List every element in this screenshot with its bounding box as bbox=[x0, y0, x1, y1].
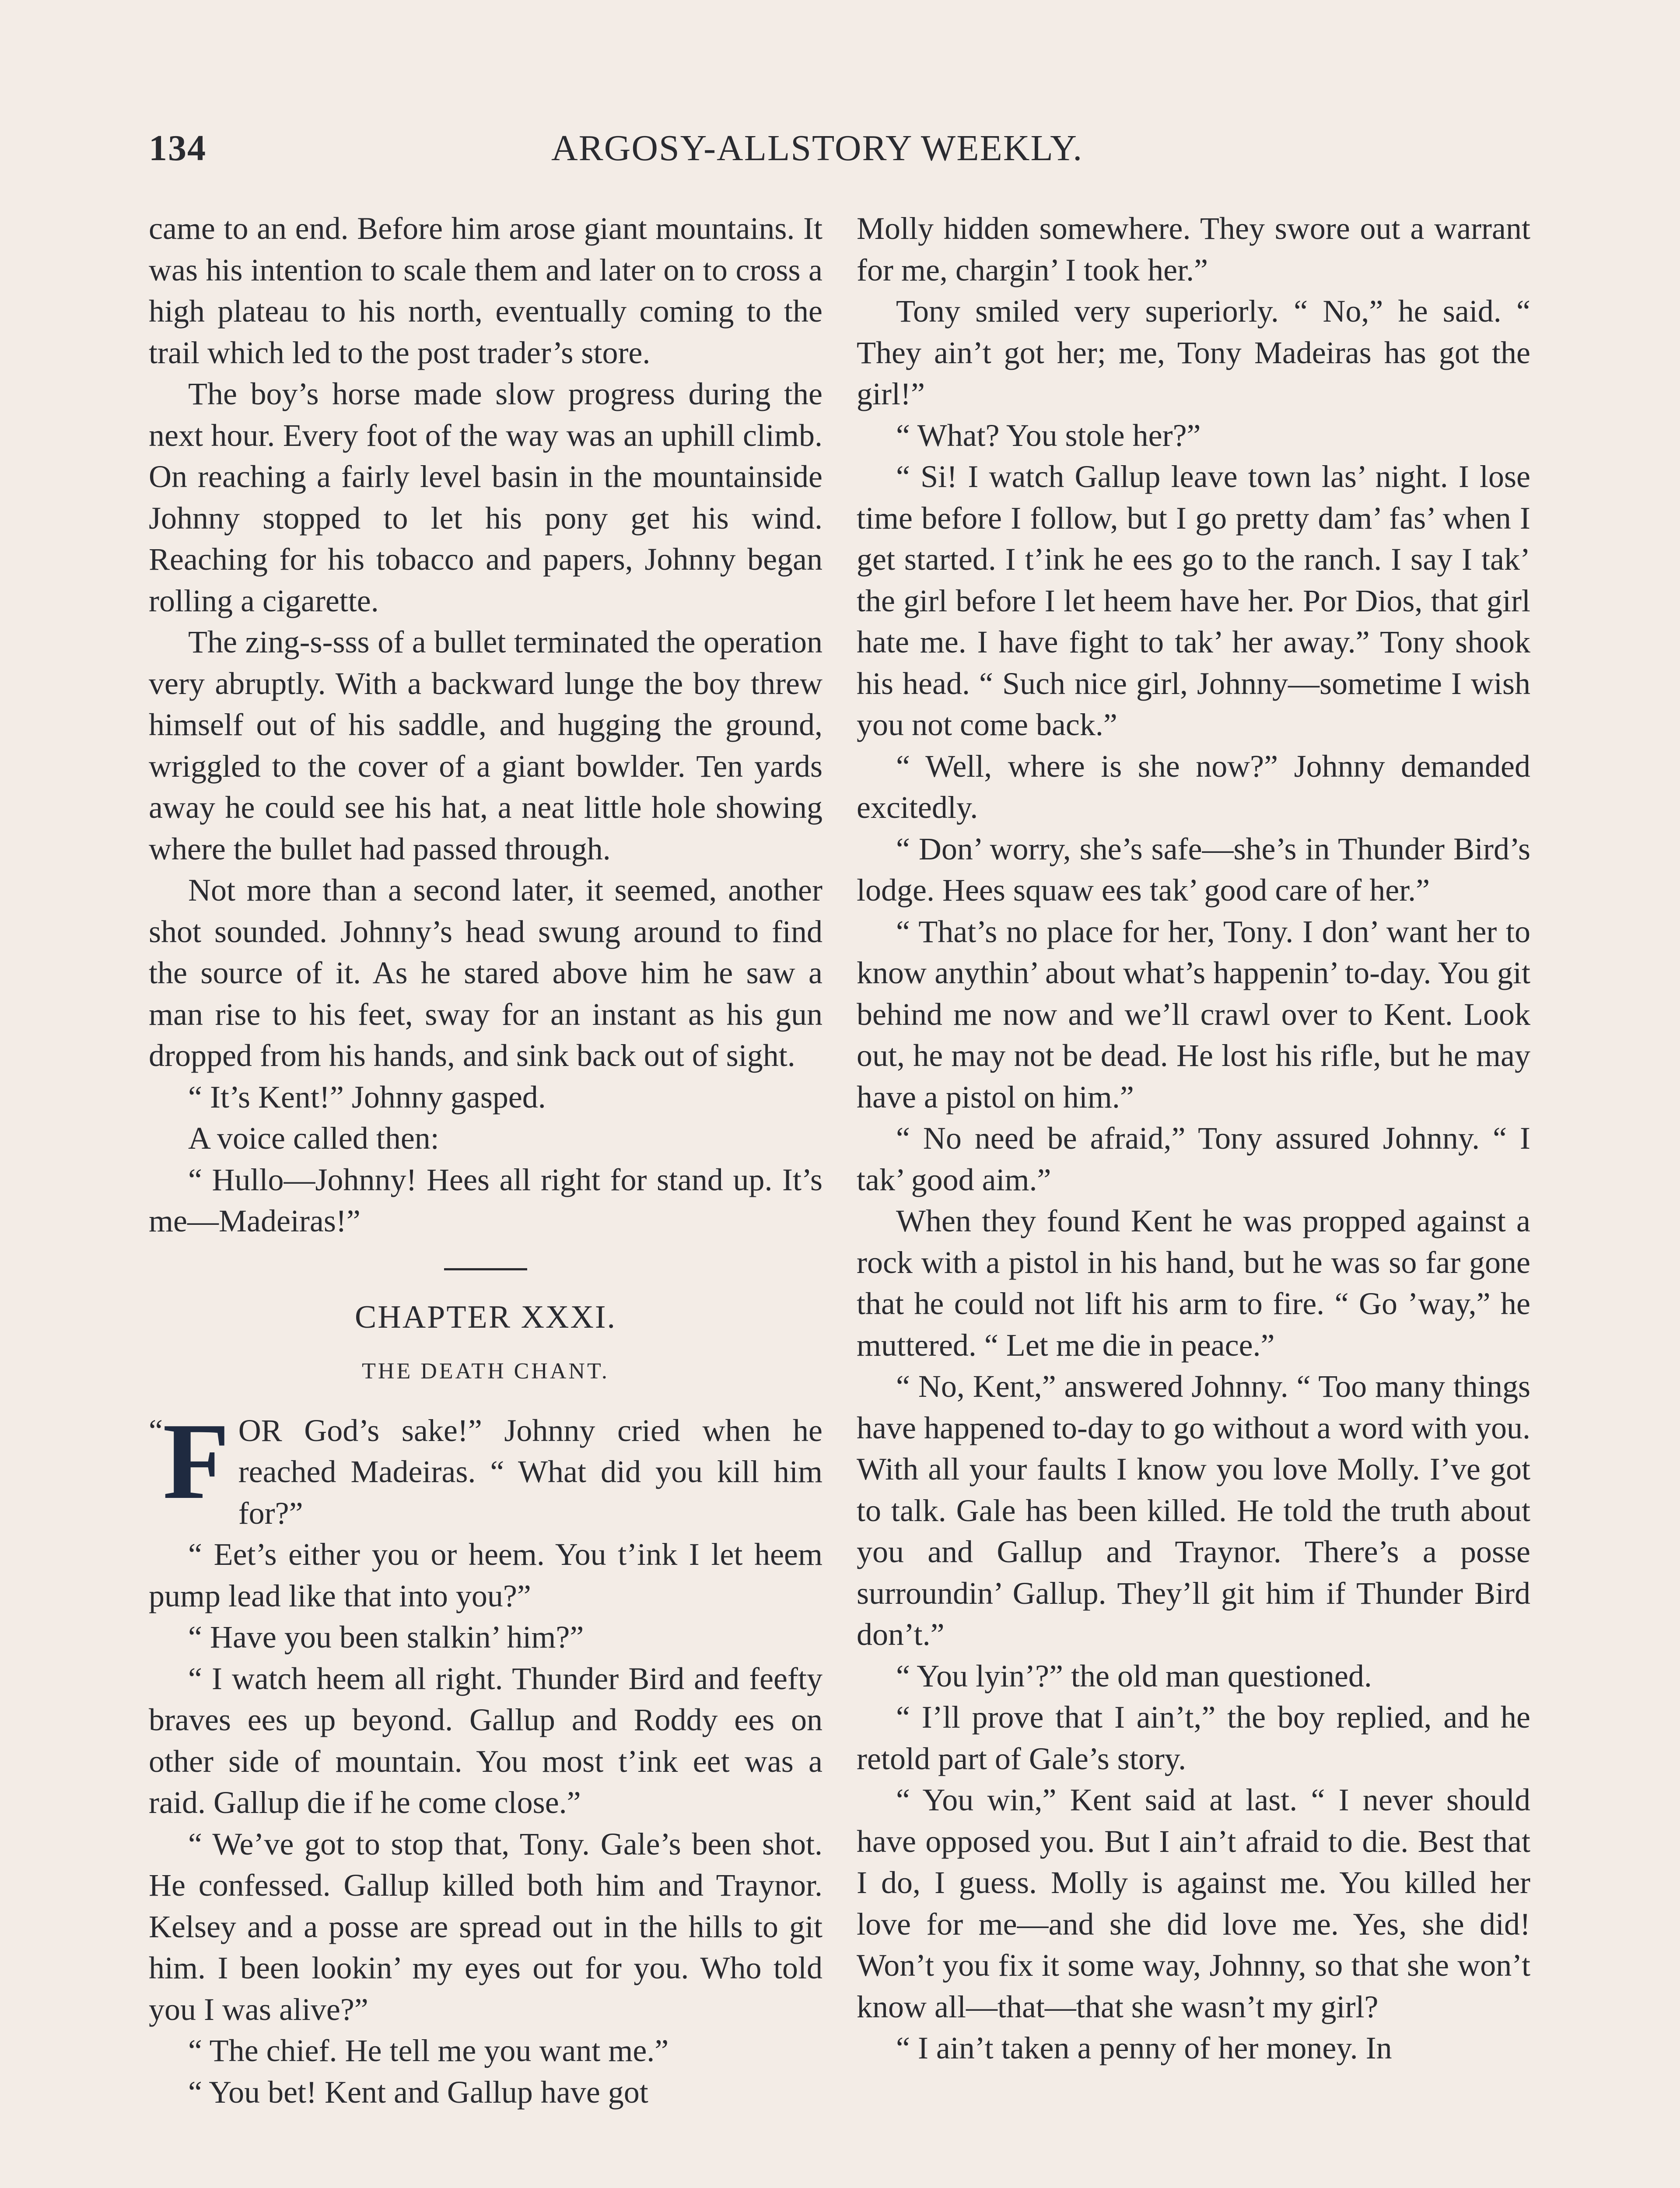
paragraph: “ That’s no place for her, Tony. I don’ want her to know anythin’ about what’s happenin’ to-day. You git behind me now and we’ll crawl over to Kent. Look out, he may not be dead. He lost his rifle, but he may have a pistol on him.” bbox=[857, 914, 1530, 1115]
paragraph: “ The chief. He tell me you want me.” bbox=[188, 2033, 669, 2068]
paragraph: “ No need be afraid,” Tony assured Johnny. “ I tak’ good aim.” bbox=[857, 1121, 1530, 1197]
paragraph: “ Eet’s either you or heem. You t’ink I let heem pump lead like that into you?” bbox=[149, 1537, 822, 1613]
paragraph: “ No, Kent,” answered Johnny. “ Too many things have happened to-day to go without a word with you. With all your faults I know you love Molly. I’ve got to talk. Gale has been killed. He told the truth about you and Gallup and Traynor. There’s a posse surroundin’ Gallup. They’ll git him if Thunder Bird don’t.” bbox=[857, 1369, 1530, 1652]
chapter-title: CHAPTER XXXI. bbox=[354, 1299, 617, 1335]
paragraph: “ I’ll prove that I ain’t,” the boy replied, and he retold part of Gale’s story. bbox=[857, 1700, 1530, 1776]
paragraph: “ It’s Kent!” Johnny gasped. bbox=[188, 1079, 546, 1115]
magazine-title: ARGOSY-ALLSTORY WEEKLY. bbox=[551, 128, 1083, 168]
left-column bbox=[149, 208, 822, 2113]
opening-quote: “ bbox=[149, 1413, 163, 1448]
paragraph: The zing-s-sss of a bullet terminated the operation very abruptly. With a backward lunge the boy threw himself out of his saddle, and hugging the ground, wriggled to the cover of a giant bowlder. Ten yards away he could see his hat, a neat little hole showing where the bullet had passed through. bbox=[149, 624, 822, 866]
paragraph: “ I watch heem all right. Thunder Bird and feefty braves ees up beyond. Gallup and Roddy ees on other side of mountain. You most t’ink eet was a raid. Gallup die if he come close.” bbox=[149, 1661, 822, 1820]
page-header bbox=[149, 127, 1540, 175]
paragraph: The boy’s horse made slow progress during the next hour. Every foot of the way was an uphill climb. On reaching a fairly level basin in the mountainside Johnny stopped to let his pony get his wind. Reaching for his tobacco and papers, Johnny began rolling a cigarette. bbox=[149, 376, 822, 618]
page-number: 134 bbox=[149, 128, 206, 168]
paragraph: “ Hullo—Johnny! Hees all right for stand up. It’s me—Madeiras!” bbox=[149, 1162, 822, 1238]
paragraph: Not more than a second later, it seemed, another shot sounded. Johnny’s head swung around to find the source of it. As he stared above him he saw a man rise to his feet, sway for an instant as his gun dropped from his hands, and sink back out of sight. bbox=[149, 873, 822, 1073]
paragraph: “ Well, where is she now?” Johnny demanded excitedly. bbox=[857, 748, 1530, 825]
paragraph: Molly hidden somewhere. They swore out a warrant for me, chargin’ I took her.” bbox=[857, 211, 1530, 288]
paragraph: A voice called then: bbox=[188, 1121, 439, 1156]
paragraph: Tony smiled very superiorly. “ No,” he said. “ They ain’t got her; me, Tony Madeiras has got the girl!” bbox=[857, 294, 1530, 411]
paragraph: “ What? You stole her?” bbox=[896, 417, 1201, 453]
paragraph: “ I ain’t taken a penny of her money. In bbox=[896, 2030, 1392, 2065]
paragraph: “ You lyin’?” the old man questioned. bbox=[896, 1658, 1372, 1694]
chapter-opening-paragraph bbox=[149, 1400, 822, 1534]
right-column bbox=[857, 208, 1530, 2069]
paragraph: “ Don’ worry, she’s safe—she’s in Thunder Bird’s lodge. Hees squaw ees tak’ good care of her.” bbox=[857, 831, 1530, 908]
paragraph: came to an end. Before him arose giant mountains. It was his intention to scale them and later on to cross a high plateau to his north, eventually coming to the trail which led to the post trader’s store. bbox=[149, 211, 822, 370]
chapter-subtitle: THE DEATH CHANT. bbox=[362, 1359, 609, 1384]
paragraph: “ Have you been stalkin’ him?” bbox=[188, 1620, 584, 1655]
section-divider bbox=[444, 1268, 527, 1270]
opening-text: OR God’s sake!” Johnny cried when he reached Madeiras. “ What did you kill him for?” bbox=[238, 1413, 822, 1531]
paragraph: “ You win,” Kent said at last. “ I never should have opposed you. But I ain’t afraid to die. Best that I do, I guess. Molly is against me. You killed her love for me—and she did love me. Yes, she did! Won’t you fix it some way, Johnny, so that she won’t know all—that—that she wasn’t my girl? bbox=[857, 1782, 1530, 2024]
paragraph: “ We’ve got to stop that, Tony. Gale’s been shot. He confessed. Gallup killed both him and Traynor. Kelsey and a posse are spread out in the hills to git him. I been lookin’ my eyes out for you. Who told you I was alive?” bbox=[149, 1826, 822, 2027]
paragraph: When they found Kent he was propped against a rock with a pistol in his hand, but he was so far gone that he could not lift his arm to fire. “ Go ’way,” he muttered. “ Let me die in peace.” bbox=[857, 1203, 1530, 1363]
paragraph: “ You bet! Kent and Gallup have got bbox=[188, 2074, 648, 2110]
drop-cap: F bbox=[162, 1400, 230, 1522]
paragraph: “ Si! I watch Gallup leave town las’ night. I lose time before I follow, but I go pretty dam’ fas’ when I get started. I t’ink he ees go to the ranch. I say I tak’ the girl before I let heem have her. Por Dios, that girl hate me. I have fight to tak’ her away.” Tony shook his head. “ Such nice girl, Johnny—sometime I wish you not come back.” bbox=[857, 459, 1530, 742]
